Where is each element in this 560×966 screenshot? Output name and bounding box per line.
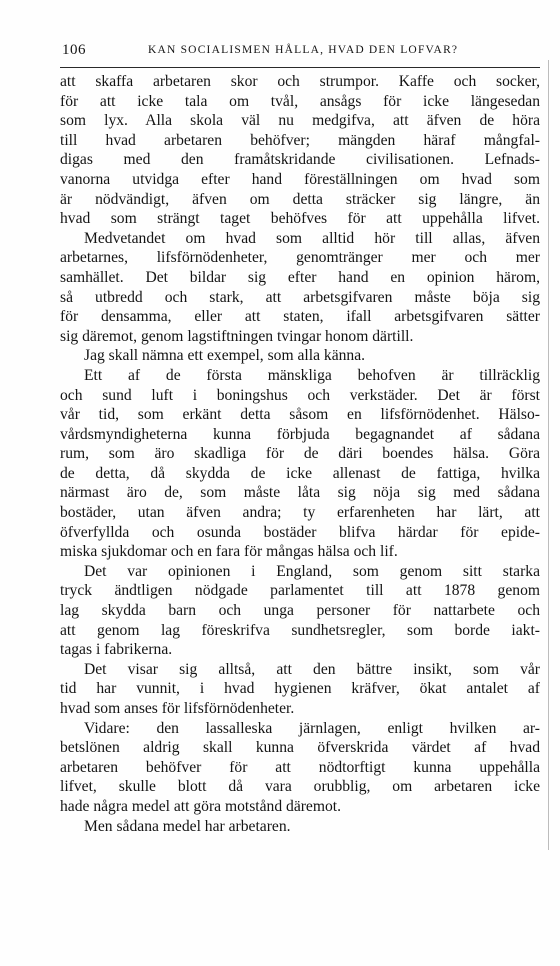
text-line: arbetarnes, lifsförnödenheter, genomtränger mer och mer — [60, 249, 540, 267]
text-line: hade några medel att göra motstånd däremot. — [60, 797, 342, 815]
text-line: är nödvändigt, äfven om detta sträcker sig längre, än — [60, 190, 540, 208]
text-line: lifvet, skulle blott då vara orubblig, om arbetaren icke — [60, 778, 540, 796]
text-line: tid har vunnit, i hvad hygienen kräfver, ökat antalet af — [60, 680, 540, 698]
text-line: vår tid, som erkänt detta såsom en lifsförnödenhet. Hälso- — [60, 406, 540, 424]
text-line: Det visar sig alltså, att den bättre insikt, som vår — [84, 660, 540, 678]
text-line: till hvad arbetaren behöfver; mängden häraf mångfal- — [60, 131, 540, 149]
text-line: betslönen aldrig skall kunna öfverskrida värdet af hvad — [60, 739, 540, 757]
text-line: så utbredd och stark, att arbetsgifvaren måste böja sig — [60, 288, 540, 306]
text-line: att skaffa arbetaren skor och strumpor. Kaffe och socker, — [60, 73, 540, 90]
text-line: miska sjukdomar och en fara för mångas hälsa och lif. — [60, 543, 398, 561]
text-line: tagas i fabrikerna. — [60, 641, 173, 659]
text-line: Vidare: den lassalleska järnlagen, enligt hvilken ar- — [84, 719, 540, 737]
text-line: för densamma, eller att staten, ifall arbetsgifvaren sätter — [60, 308, 540, 326]
text-line: vårdsmyndigheterna kunna förbjuda begagnandet af sådana — [60, 425, 540, 443]
text-line: Men sådana medel har arbetaren. — [84, 817, 291, 835]
text-line: samhället. Det bildar sig efter hand en opinion härom, — [60, 268, 540, 286]
text-line: närmast äro de, som måste låta sig nöja sig med sådana — [60, 484, 540, 502]
text-line: hvad som anses för lifsförnödenheter. — [60, 700, 295, 717]
text-line: Det var opinionen i England, som genom sitt starka — [84, 562, 540, 580]
text-line: digas med den framåtskridande civilisationen. Lefnads- — [60, 151, 540, 169]
page-edge-line — [548, 60, 549, 850]
text-line: tryck ändtligen nödgade parlamentet till att 1878 genom — [60, 582, 540, 600]
text-line: öfverfyllda och osunda bostäder blifva härdar för epide- — [60, 523, 540, 541]
text-line: bostäder, utan äfven andra; ty erfarenheten har lärt, att — [60, 504, 540, 522]
text-line: att genom lag föreskrifva sundhetsregler, som borde iakt- — [60, 621, 540, 639]
page-number: 106 — [62, 42, 86, 58]
text-line: Ett af de första mänskliga behofven är tillräcklig — [84, 366, 540, 384]
text-line: hvad som strängt taget behöfves för att uppehålla lifvet. — [60, 210, 540, 228]
text-line: sig däremot, genom lagstiftningen tvingar honom därtill. — [60, 327, 414, 345]
text-line: och sund luft i boningshus och verkstäder. Det är först — [60, 386, 540, 404]
text-line: lag skydda barn och unga personer för nattarbete och — [60, 602, 540, 620]
text-line: som lyx. Alla skola väl nu medgifva, att äfven de höra — [60, 112, 540, 130]
text-line: Medvetandet om hvad som alltid hör till allas, äfven — [84, 229, 540, 247]
running-title: KAN SOCIALISMEN HÅLLA, HVAD DEN LOFVAR? — [148, 44, 459, 56]
text-line: för att icke tala om tvål, ansågs för icke längesedan — [60, 92, 540, 110]
header-rule — [60, 67, 540, 68]
text-line: arbetaren behöfver för att nödtorftigt kunna uppehålla — [60, 758, 540, 776]
text-line: de detta, då skydda de icke allenast de fattiga, hvilka — [60, 464, 540, 482]
text-line: Jag skall nämna ett exempel, som alla känna. — [84, 347, 366, 365]
text-line: rum, som äro skadliga för de däri boendes hälsa. Göra — [60, 445, 540, 463]
text-line: vanorna utvidga efter hand föreställningen om hvad som — [60, 170, 540, 188]
page-header — [60, 42, 540, 64]
body-text — [60, 72, 540, 836]
